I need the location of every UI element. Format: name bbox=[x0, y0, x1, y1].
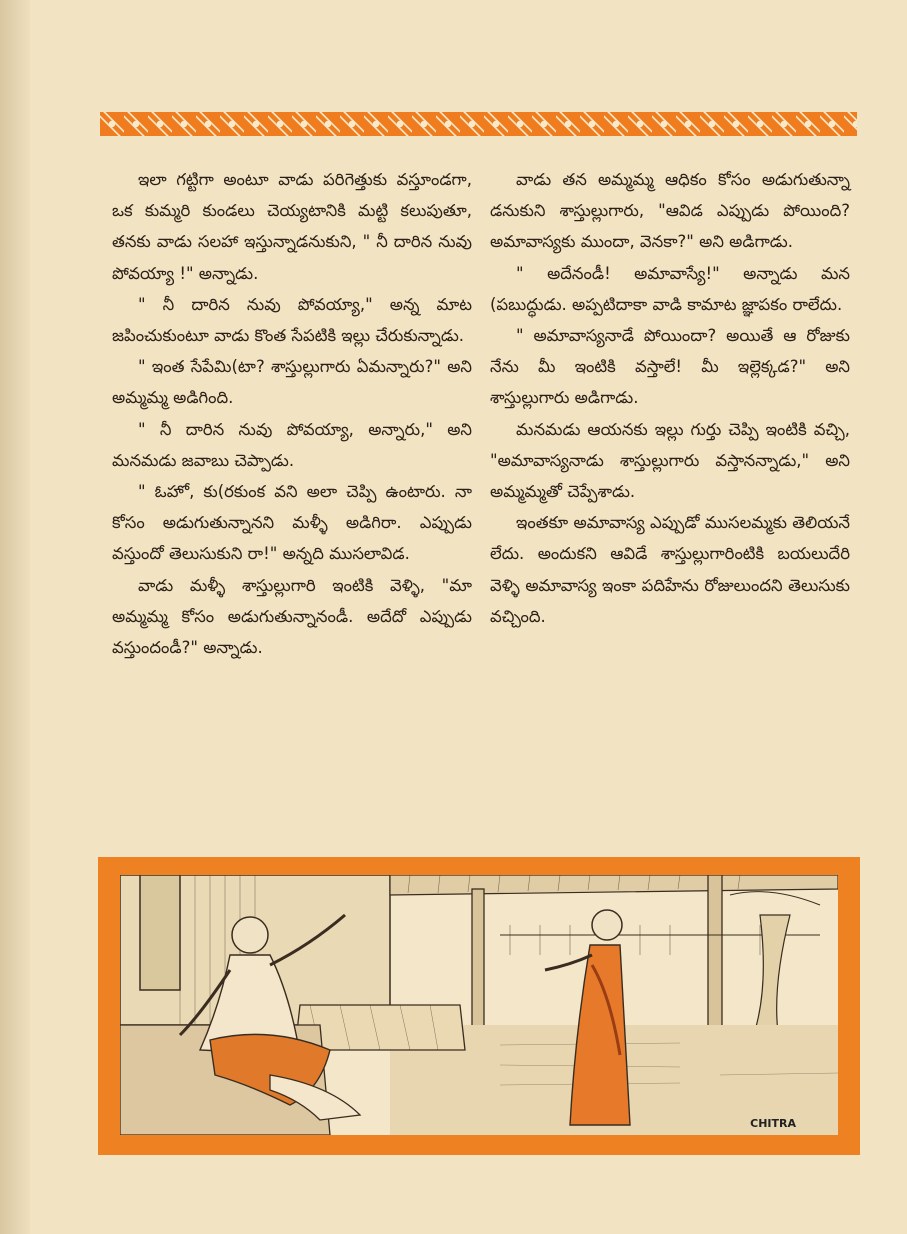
artist-signature: CHITRA bbox=[750, 1117, 796, 1130]
paragraph: వాడు తన అమ్మమ్మ ఆధికం కోసం అడుగుతున్నా డనుకుని శాస్తుల్లుగారు, "ఆవిడ ఎప్పుడు పోయింది? అమావాస్యకు ముందా, వెనకా?" అని అడిగాడు. bbox=[490, 170, 850, 252]
paragraph: ఇలా గట్టిగా అంటూ వాడు పరిగెత్తుకు వస్తూండగా, ఒక కుమ్మరి కుండలు చెయ్యటానికి మట్టి కలుపుతూ, తనకు వాడు సలహా ఇస్తున్నాడనుకుని, " నీ దారిన నువు పోవయ్యా !" అన్నాడు. bbox=[112, 170, 472, 283]
paragraph: " ఓహో, కు(రకుంక వని అలా చెప్పి ఉంటారు. నా కోసం అడుగుతున్నానని మళ్ళీ అడిగిరా. ఎప్పుడు వస్తుందో తెలుసుకుని రా!" అన్నది ముసలావిడ. bbox=[112, 482, 472, 564]
paragraph: " నీ దారిన నువు పోవయ్యా, అన్నారు," అని మనమడు జవాబు చెప్పాడు. bbox=[112, 419, 472, 470]
paragraph: వాడు మళ్ళీ శాస్తుల్లుగారి ఇంటికి వెళ్ళి, "మా అమ్మమ్మ కోసం అడుగుతున్నానండీ. అదేదో ఎప్పుడు వస్తుందండీ?" అన్నాడు. bbox=[112, 575, 472, 658]
left-text-column bbox=[112, 164, 472, 663]
paragraph: " నీ దారిన నువు పోవయ్యా," అన్న మాట జపించుకుంటూ వాడు కొంత సేపటికి ఇల్లు చేరుకున్నాడు. bbox=[112, 294, 472, 346]
decorative-border-band bbox=[100, 112, 857, 136]
page-binding-edge bbox=[0, 0, 30, 1234]
illustration-frame bbox=[98, 857, 860, 1155]
paragraph: ఇంతకూ అమావాస్య ఎప్పుడో ముసలమ్మకు తెలియనే లేదు. అందుకని ఆవిడే శాస్తుల్లుగారింటికి బయలుదేరి వెళ్ళి అమావాస్య ఇంకా పదిహేను రోజులుందని తెలుసుకు వచ్చింది. bbox=[490, 513, 850, 626]
paragraph: " అమావాస్యనాడే పోయిందా? అయితే ఆ రోజుకు నేను మీ ఇంటికి వస్తాలే! మీ ఇల్లెక్కడ?" అని శాస్తుల్లుగారు అడిగాడు. bbox=[490, 326, 850, 408]
paragraph: మనమడు ఆయనకు ఇల్లు గుర్తు చెప్పి ఇంటికి వచ్చి, "అమావాస్యనాడు శాస్తుల్లుగారు వస్తానన్నాడు," అని అమ్మమ్మతో చెప్పేశాడు. bbox=[490, 419, 850, 502]
illustration-drawing bbox=[120, 875, 838, 1135]
right-text-column bbox=[490, 164, 850, 632]
story-illustration bbox=[120, 875, 838, 1135]
paragraph: " అదేనండీ! అమావాస్యే!" అన్నాడు మన (పబుద్ధుడు. అప్పటిదాకా వాడి కామాట జ్ఞాపకం రాలేదు. bbox=[490, 263, 850, 314]
paragraph: " ఇంత సేపేమి(టా? శాస్తుల్లుగారు ఏమన్నారు?" అని అమ్మమ్మ అడిగింది. bbox=[112, 357, 472, 408]
